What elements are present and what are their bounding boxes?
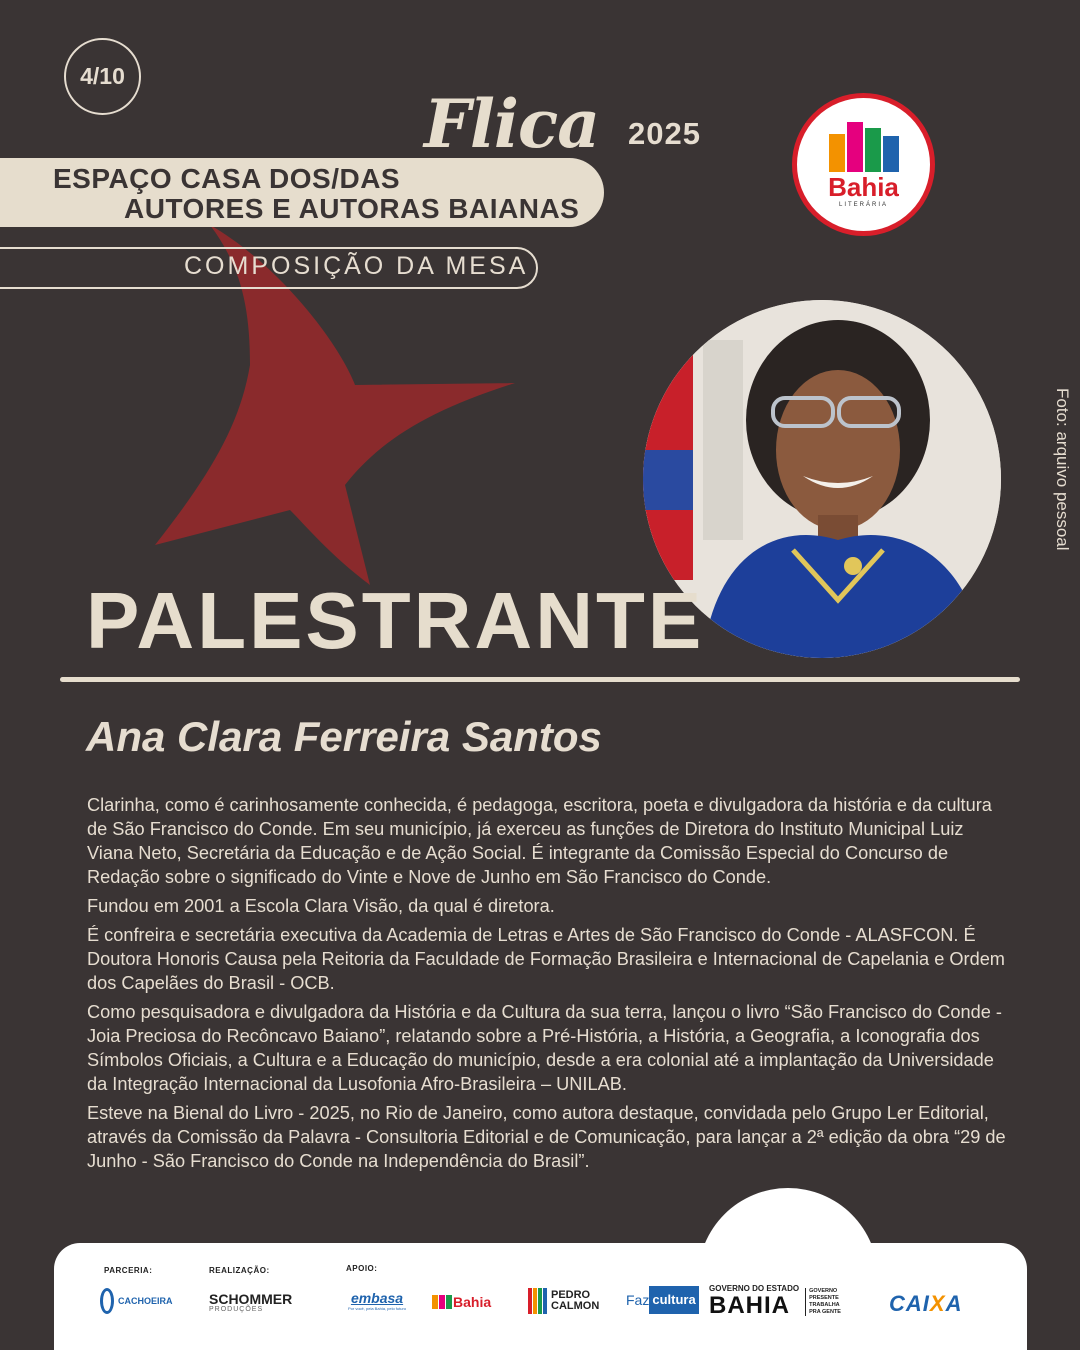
governo-bahia-logo	[709, 1284, 841, 1319]
bahia-literaria-small-logo	[432, 1294, 491, 1310]
cachoeira-emblem-icon	[100, 1288, 114, 1314]
caixa-x: X	[929, 1291, 946, 1316]
banner-title-line2: AUTORES E AUTORAS BAIANAS	[124, 193, 580, 224]
faz-text: Faz	[626, 1292, 650, 1308]
label-apoio: APOIO:	[346, 1264, 378, 1273]
cachoeira-text: CACHOEIRA	[118, 1296, 173, 1306]
embasa-slogan: Por você, pela Bahia, pelo futuro	[348, 1306, 407, 1311]
schommer-logo	[209, 1292, 292, 1313]
faz-cultura-logo	[626, 1286, 699, 1314]
page-counter: 4/10	[64, 38, 141, 115]
gov-top-text: GOVERNO DO ESTADO	[709, 1284, 800, 1293]
schommer-text: SCHOMMER	[209, 1291, 293, 1307]
caixa-text-2: A	[945, 1291, 963, 1316]
bio-paragraph: Clarinha, como é carinhosamente conhecida, é pedagoga, escritora, poeta e divulgadora da história e da cultura de São Francisco do Conde. Em seu município, já exerceu as funções de Diretora do Instituto Municipal Luiz Viana Neto, Secretária da Educação e de Ação Social. É integrante da Comissão Especial do Concurso de Redação sobre o significado do Vinte e Nove de Junho em São Francisco do Conde.	[87, 795, 992, 887]
bio-paragraph: Esteve na Bienal do Livro - 2025, no Rio de Janeiro, como autora destaque, convidada pelo Grupo Ler Editorial, através da Comissão da Palavra - Consultoria Editorial e de Comunicação, para lançar a 2ª edição da obra “29 de Junho - São Francisco do Conde na Independência do Brasil”.	[87, 1103, 1006, 1171]
role-heading: PALESTRANTE	[86, 576, 705, 665]
flica-year: 2025	[628, 116, 701, 151]
cachoeira-logo	[100, 1288, 173, 1314]
label-realizacao: REALIZAÇÃO:	[209, 1266, 270, 1275]
photo-credit: Foto: arquivo pessoal	[1053, 388, 1072, 551]
caixa-text-1: CAI	[889, 1291, 930, 1316]
bio-paragraph: É confreira e secretária executiva da Academia de Letras e Artes de São Francisco do Conde - ALASFCON. É Doutora Honoris Causa pela Reitoria da Faculdade de Formação Brasileira e Internacional de Capelania e Ordem dos Capelães do Brasil - OCB.	[87, 925, 1005, 993]
gov-side-1: GOVERNO	[809, 1287, 838, 1294]
badge-word: Bahia	[828, 171, 899, 202]
bahia-small-text: Bahia	[453, 1294, 492, 1310]
gov-side-2: PRESENTE	[809, 1294, 839, 1301]
cultura-text: cultura	[649, 1286, 698, 1314]
book-blocks-icon	[829, 122, 899, 172]
speaker-bio	[87, 793, 1012, 1178]
bio-paragraph: Fundou em 2001 a Escola Clara Visão, da qual é diretora.	[87, 896, 555, 916]
bio-paragraph: Como pesquisadora e divulgadora da História e da Cultura da sua terra, lançou o livro “São Francisco do Conde - Joia Preciosa do Recôncavo Baiano”, relatando sobre a Pré-História, a História, a Geografia, a Iconografia dos Símbolos Oficiais, a Cultura e a Educação do município, desde a era colonial até a implantação da Universidade da Integração Internacional da Lusofonia Afro-Brasileira – UNILAB.	[87, 1002, 1002, 1094]
embasa-text: embasa	[350, 1290, 404, 1306]
label-parceria: PARCERIA:	[104, 1266, 153, 1275]
gov-side-3: TRABALHA	[809, 1301, 840, 1308]
pedro-text: PEDRO	[551, 1289, 591, 1301]
embasa-logo	[348, 1290, 406, 1311]
badge-subtitle: LITERÁRIA	[838, 201, 888, 208]
section-title: COMPOSIÇÃO DA MESA	[184, 252, 529, 280]
calmon-text: CALMON	[551, 1300, 600, 1312]
caixa-logo	[889, 1291, 962, 1317]
gov-side-4: PRA GENTE	[809, 1308, 841, 1315]
flica-logo: Flica	[424, 85, 599, 163]
pedro-calmon-logo	[528, 1288, 599, 1314]
divider	[60, 677, 1020, 682]
gov-main-text: BAHIA	[709, 1292, 790, 1319]
bahia-literaria-badge	[792, 93, 935, 236]
schommer-subtext: PRODUÇÕES	[209, 1306, 264, 1313]
books-icon	[528, 1288, 547, 1314]
banner-title-line1: ESPAÇO CASA DOS/DAS	[53, 163, 401, 194]
speaker-name: Ana Clara Ferreira Santos	[86, 713, 602, 760]
